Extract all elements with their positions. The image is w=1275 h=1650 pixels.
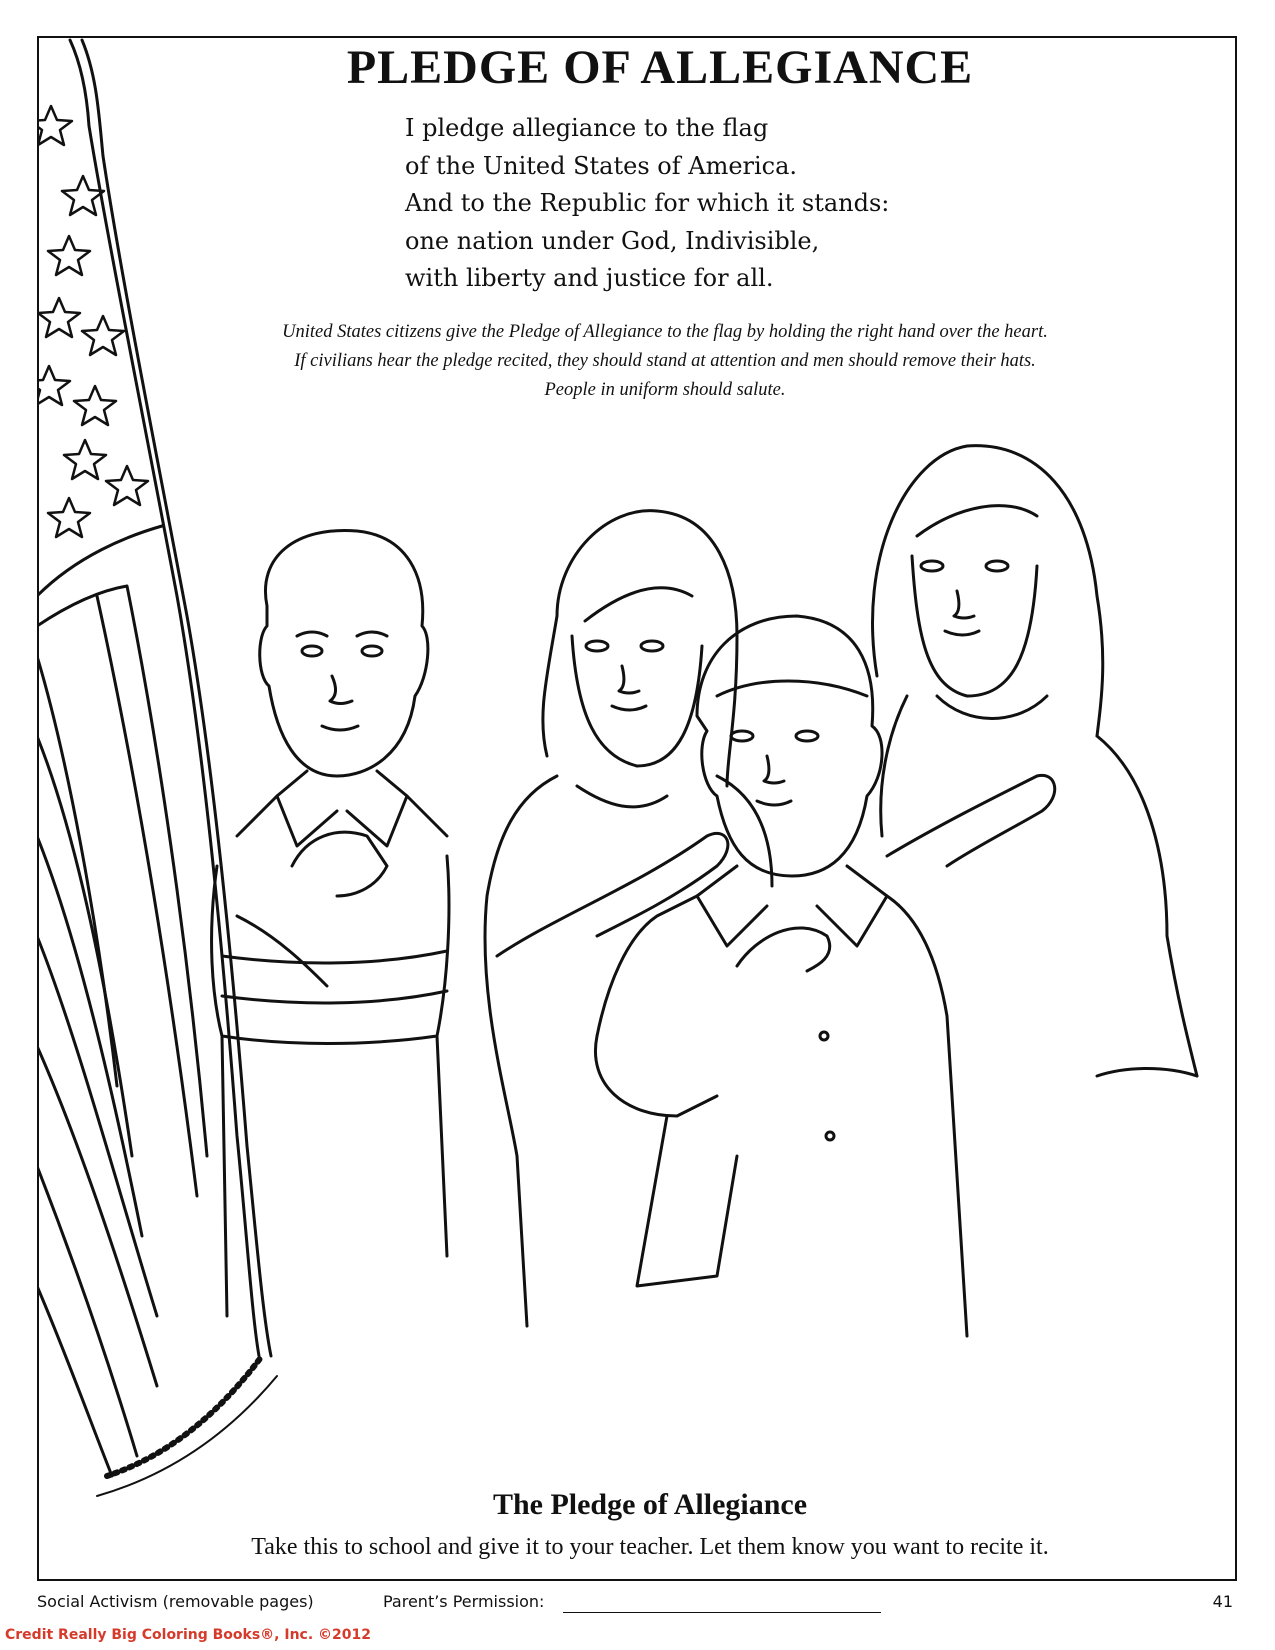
caption-title: The Pledge of Allegiance	[492, 1488, 808, 1521]
permission-signature-line	[563, 1612, 881, 1613]
page-number: 41	[1212, 1592, 1233, 1611]
note-line: United States citizens give the Pledge of Allegiance to the flag by holding the right hand over the heart.	[282, 322, 1048, 342]
pledge-line: And to the Republic for which it stands:	[405, 189, 890, 217]
caption-text: Take this to school and give it to your teacher. Let them know you want to recite it.	[251, 1534, 1049, 1560]
pledge-line: with liberty and justice for all.	[405, 264, 774, 292]
pledge-line: I pledge allegiance to the flag	[405, 114, 769, 142]
note-line: If civilians hear the pledge recited, they should stand at attention and men should remove their hats.	[294, 351, 1036, 371]
parent-permission-label: Parent’s Permission:	[383, 1592, 545, 1611]
footer-section-label: Social Activism (removable pages)	[37, 1592, 314, 1611]
credit-line: Credit Really Big Coloring Books®, Inc. ©2012	[5, 1627, 371, 1643]
instructions-note	[160, 318, 1170, 405]
note-line: People in uniform should salute.	[544, 380, 786, 400]
pledge-line: of the United States of America.	[405, 151, 798, 180]
pledge-line: one nation under God, Indivisible,	[405, 226, 820, 255]
pledge-text	[405, 110, 1005, 298]
page-title: PLEDGE OF ALLEGIANCE	[346, 41, 974, 94]
